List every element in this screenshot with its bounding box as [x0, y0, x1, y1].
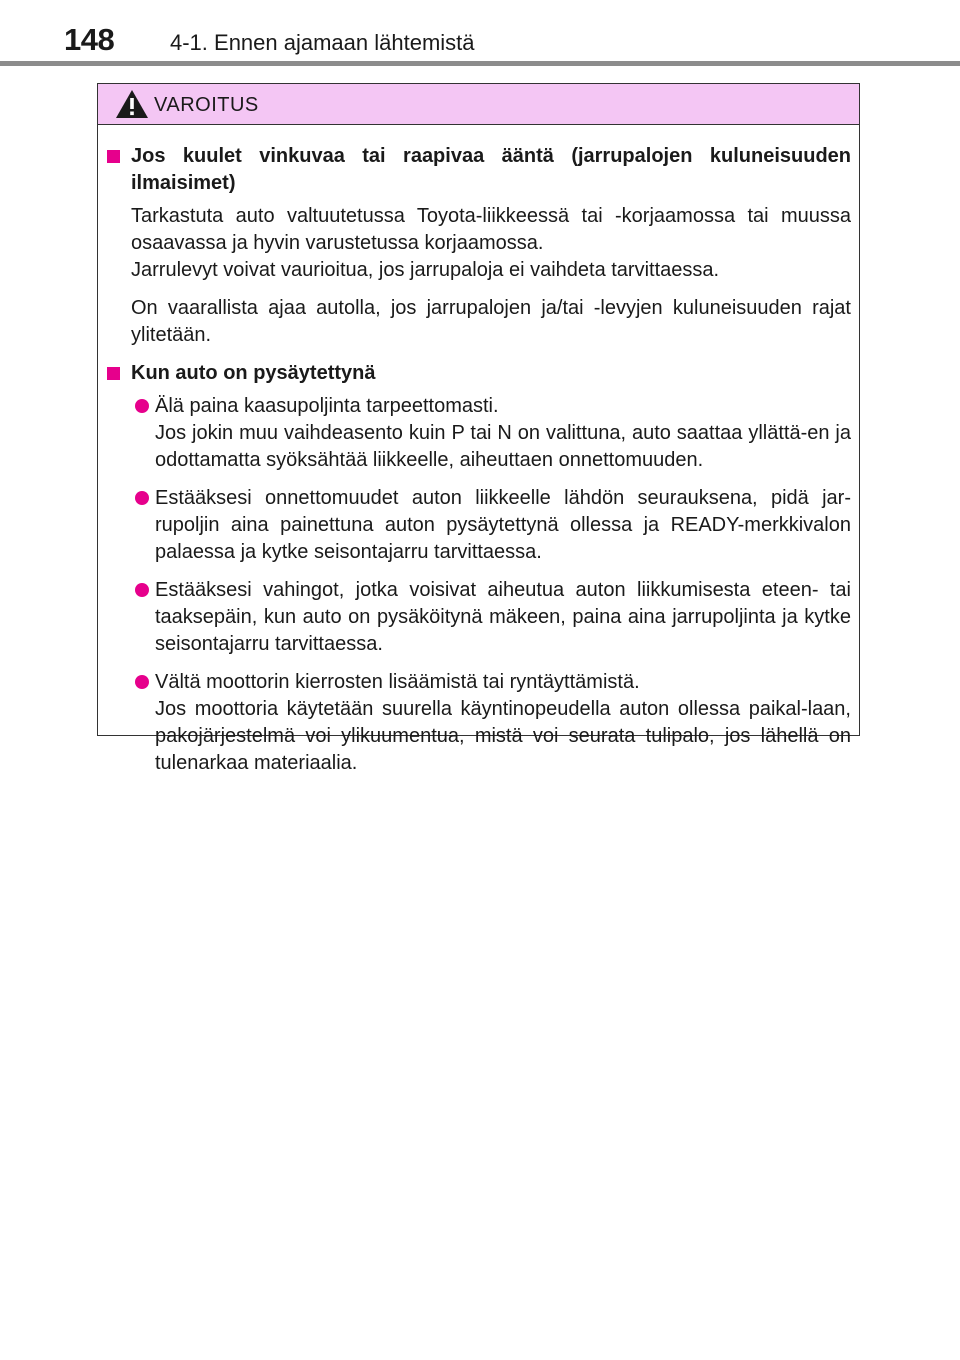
- warning-body: [98, 125, 859, 777]
- warning-section: [107, 143, 851, 349]
- section-heading: Jos kuulet vinkuvaa tai raapivaa ääntä (jarrupalojen kuluneisuuden ilmaisimet): [131, 145, 851, 194]
- paragraph: Tarkastuta auto valtuutetussa Toyota-liikkeessä tai -korjaamossa tai muussa osaavassa ja hyvin varustetussa korjaamossa.: [131, 205, 851, 254]
- page-number: 148: [64, 22, 115, 57]
- warning-triangle-icon: [115, 89, 149, 119]
- list-item: [119, 485, 851, 566]
- square-bullet-icon: [107, 367, 120, 380]
- list-item-line: Estääksesi vahingot, jotka voisivat aiheutua auton liikkumisesta eteen- tai taaksepäin, kun auto on pysäköitynä mäkeen, paina aina jarrupoljinta ja kytke seisontajarru tarvittaessa.: [155, 579, 851, 655]
- section-heading: Kun auto on pysäytettynä: [131, 362, 376, 384]
- paragraph: Jarrulevyt voivat vaurioitua, jos jarrupaloja ei vaihdeta tarvittaessa.: [131, 259, 720, 281]
- warning-box: [97, 83, 860, 774]
- list-item-line: Älä paina kaasupoljinta tarpeettomasti.: [155, 395, 499, 417]
- paragraph: On vaarallista ajaa autolla, jos jarrupalojen ja/tai -levyjen kuluneisuuden rajat ylitetään.: [131, 297, 851, 346]
- warning-label: VAROITUS: [154, 94, 259, 116]
- list-item-line: Estääksesi onnettomuudet auton liikkeelle lähdön seurauksena, pidä jar-rupoljin aina painettuna auton pysäytettynä ollessa ja READY-merkkivalon palaessa ja kytke seisontajarru tarvittaessa.: [155, 487, 851, 563]
- header-divider: [0, 61, 960, 66]
- warning-header: [98, 84, 859, 125]
- list-item-text: [155, 669, 851, 777]
- circle-bullet-icon: [135, 583, 149, 597]
- list-item: [119, 393, 851, 474]
- list-item: [119, 669, 851, 777]
- section-title: 4-1. Ennen ajamaan lähtemistä: [170, 30, 475, 55]
- circle-bullet-icon: [135, 491, 149, 505]
- list-item-text: [155, 485, 851, 566]
- page-header: [0, 0, 960, 66]
- square-bullet-icon: [107, 150, 120, 163]
- list-item-text: [155, 393, 851, 474]
- circle-bullet-icon: [135, 399, 149, 413]
- circle-bullet-icon: [135, 675, 149, 689]
- list-item-line: Vältä moottorin kierrosten lisäämistä tai ryntäyttämistä.: [155, 671, 640, 693]
- list-item: [119, 577, 851, 658]
- warning-section: [107, 360, 851, 777]
- list-item-line: Jos moottoria käytetään suurella käyntinopeudella auton ollessa paikal-laan, pakojärjestelmä voi ylikuumentua, mistä voi seurata tulipalo, jos lähellä on tulenarkaa materiaalia.: [155, 698, 851, 774]
- list-item-text: [155, 577, 851, 658]
- list-item-line: Jos jokin muu vaihdeasento kuin P tai N on valittuna, auto saattaa yllättä-en ja odottamatta syöksähtää liikkeelle, aiheuttaen onnettomuuden.: [155, 422, 851, 471]
